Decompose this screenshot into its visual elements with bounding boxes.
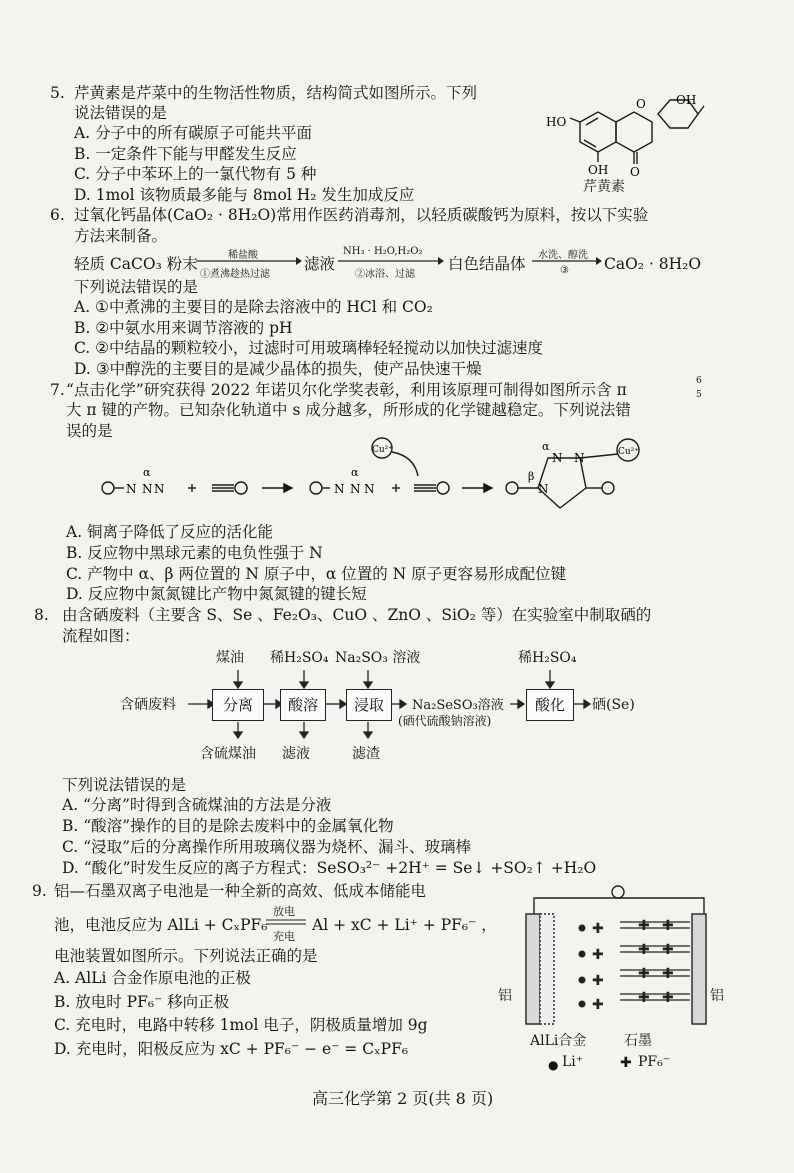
cu-ion-label-2: Cu²⁺: [618, 447, 640, 457]
q6-arrow2-top: NH₃ · H₂O,H₂O₂: [343, 246, 423, 257]
q8-output-residue: 滤渣: [352, 746, 380, 762]
apigenin-ho-label: HO: [546, 115, 567, 129]
svg-text:✚: ✚: [638, 966, 650, 982]
battery-diagram: [520, 884, 710, 1034]
q8-option-d: D. “酸化”时发生反应的离子方程式：SeSO₃²⁻ +2H⁺ = Se↓ +SO₂↑ +H₂O: [62, 859, 597, 877]
svg-text:✚: ✚: [638, 942, 650, 958]
q8-box-leach: 浸取: [346, 689, 392, 721]
q8-stem-line2: 流程如图：: [62, 627, 140, 645]
q8-lead: 下列说法错误的是: [62, 776, 187, 794]
q8-input-dilute-h2so4-1: 稀H₂SO₄: [270, 650, 329, 666]
q8-box-separate: 分离: [212, 689, 264, 721]
q7-option-a: A. 铜离子降低了反应的活化能: [66, 523, 274, 541]
svg-text:✚: ✚: [638, 990, 650, 1006]
q8-intermediate: Na₂SeSO₃溶液: [412, 698, 504, 713]
product-alpha-label: α: [542, 440, 550, 453]
q9-number: 9.: [32, 882, 47, 900]
q7-option-c: C. 产物中 α、β 两位置的 N 原子中，α 位置的 N 原子更容易形成配位键: [66, 565, 567, 583]
q8-intermediate-note: (硒代硫酸钠溶液): [398, 714, 492, 728]
q5-option-b: B. 一定条件下能与甲醛发生反应: [74, 145, 297, 163]
q5-number: 5.: [50, 84, 65, 102]
reactant-alpha-label: α: [143, 466, 151, 479]
q9-stem-line1: 铝—石墨双离子电池是一种全新的高效、低成本储能电: [54, 882, 427, 900]
page-footer: 高三化学第 2 页(共 8 页): [312, 1089, 494, 1108]
q7-stem-line3: 误的是: [66, 422, 113, 440]
q9-stem-line3: 电池装置如图所示。下列说法正确的是: [54, 947, 318, 965]
intermediate-azide-n2: N: [350, 482, 361, 496]
q5-option-d: D. 1mol 该物质最多能与 8mol H₂ 发生加成反应: [74, 186, 415, 204]
q8-box-acid-dissolve: 酸溶: [280, 689, 326, 721]
cu-ion-label-1: Cu²⁺: [372, 445, 394, 455]
q9-stem-line2a: 池，电池反应为 AlLi + CₓPF₆: [54, 916, 268, 934]
legend-li-icon: ●: [548, 1058, 559, 1072]
q9-arrow-charge: 充电: [273, 930, 295, 943]
intermediate-azide-n3: N: [364, 482, 375, 496]
reactant-azide-n3: N: [154, 482, 165, 496]
apigenin-structure: [540, 92, 710, 202]
product-n-alpha: N: [552, 451, 563, 465]
q8-output-filtrate: 滤液: [282, 746, 310, 762]
q6-arrow1-bottom: ①煮沸趁热过滤: [200, 269, 270, 280]
q8-option-b: B. “酸溶”操作的目的是除去废料中的金属氧化物: [62, 817, 394, 835]
svg-text:✚: ✚: [662, 966, 674, 982]
q9-arrow-discharge: 放电: [273, 905, 295, 918]
q6-stem-line1: 过氧化钙晶体(CaO₂ · 8H₂O)常用作医药消毒剂，以轻质碳酸钙为原料，按以下实验: [74, 206, 649, 224]
battery-graphite-label: 石墨: [624, 1033, 652, 1049]
intermediate-alpha-label: α: [351, 466, 359, 479]
svg-text:✚: ✚: [662, 990, 674, 1006]
q6-white-crystal: 白色结晶体: [448, 255, 526, 273]
svg-text:✚: ✚: [662, 942, 674, 958]
svg-text:✚: ✚: [662, 918, 674, 934]
q9-option-c: C. 充电时，电路中转移 1mol 电子，阴极质量增加 9g: [54, 1016, 428, 1034]
reactant-azide-n2: N: [142, 482, 153, 496]
svg-text:✚: ✚: [638, 918, 650, 934]
q8-start-material: 含硒废料: [120, 697, 176, 713]
q9-option-d: D. 充电时，阳极反应为 xC + PF₆⁻ − e⁻ = CₓPF₆: [54, 1040, 409, 1058]
apigenin-oh-label-top: OH: [676, 93, 697, 107]
q5-option-a: A. 分子中的所有碳原子可能共平面: [74, 124, 313, 142]
product-beta-label: β: [528, 470, 535, 483]
svg-text:✚: ✚: [592, 947, 604, 963]
q6-product: CaO₂ · 8H₂O: [604, 255, 702, 273]
q8-product: 硒(Se): [592, 697, 635, 713]
q6-lead: 下列说法错误的是: [74, 278, 199, 296]
q5-stem-line2: 说法错误的是: [74, 104, 168, 122]
q9-option-a: A. AlLi 合金作原电池的正极: [54, 969, 251, 987]
q6-arrow1-top: 稀盐酸: [228, 250, 258, 261]
q8-input-na2so3: Na₂SO₃ 溶液: [335, 650, 421, 666]
reactant-azide-n1: N: [126, 482, 137, 496]
svg-text:✚: ✚: [592, 997, 604, 1013]
battery-right-electrode-label: 铝: [710, 988, 724, 1004]
q9-stem-line2b: Al + xC + Li⁺ + PF₆⁻ ，: [312, 916, 497, 934]
product-n-beta: N: [538, 482, 549, 496]
q6-start-material: 轻质 CaCO₃ 粉末: [74, 255, 198, 273]
q7-stem-line2: 大 π 键的产物。已知杂化轨道中 s 成分越多，所形成的化学键越稳定。下列说法错: [66, 401, 631, 419]
q7-option-d: D. 反应物中氮氮键比产物中氮氮键的键长短: [66, 585, 367, 603]
q7-stem-line1: “点击化学”研究获得 2022 年诺贝尔化学奖表彰，利用该原理可制得如图所示含 π: [66, 381, 627, 399]
q6-option-d: D. ③中醇洗的主要目的是减少晶体的损失，使产品快速干燥: [74, 360, 482, 378]
q7-pi-subscript: 5: [696, 390, 702, 400]
click-reaction-scheme: [96, 436, 656, 522]
q8-box-acidify: 酸化: [526, 689, 574, 721]
svg-text:✚: ✚: [592, 973, 604, 989]
q8-input-dilute-h2so4-2: 稀H₂SO₄: [518, 650, 577, 666]
q8-number: 8.: [34, 606, 49, 624]
q6-arrow3-bottom: ③: [560, 265, 569, 276]
q6-stem-line2: 方法来制备。: [74, 227, 168, 245]
q6-number: 6.: [50, 206, 65, 224]
q8-input-kerosene: 煤油: [216, 650, 244, 666]
q6-filtrate: 滤液: [304, 255, 336, 273]
apigenin-ketone-o-label: O: [630, 165, 640, 179]
q9-option-b: B. 放电时 PF₆⁻ 移向正极: [54, 993, 230, 1011]
battery-alloy-label: AlLi合金: [530, 1033, 587, 1049]
apigenin-caption: 芹黄素: [583, 179, 625, 195]
q8-option-c: C. “浸取”后的分离操作所用玻璃仪器为烧杯、漏斗、玻璃棒: [62, 838, 472, 856]
product-n-right: N: [574, 451, 585, 465]
q9-reversible-arrow: [266, 917, 308, 927]
q5-option-c: C. 分子中苯环上的一氯代物有 5 种: [74, 165, 317, 183]
legend-pf6-label: PF₆⁻: [638, 1054, 671, 1070]
q6-option-c: C. ②中结晶的颗粒较小，过滤时可用玻璃棒轻轻搅动以加快过滤速度: [74, 339, 544, 357]
apigenin-oh-label-bottom: OH: [588, 163, 609, 177]
q6-option-a: A. ①中煮沸的主要目的是除去溶液中的 HCl 和 CO₂: [74, 298, 433, 316]
q8-stem-line1: 由含硒废料（主要含 S、Se 、Fe₂O₃、CuO 、ZnO 、SiO₂ 等）在实验室中制取硒的: [62, 606, 652, 624]
q8-option-a: A. “分离”时得到含硫煤油的方法是分液: [62, 796, 332, 814]
q6-arrow2-bottom: ②冰浴、过滤: [355, 269, 415, 280]
legend-li-label: Li⁺: [562, 1054, 584, 1070]
battery-left-electrode-label: 铝: [498, 988, 512, 1004]
q6-arrow3-top: 水洗、醇洗: [538, 250, 588, 261]
q5-stem-line1: 芹黄素是芹菜中的生物活性物质，结构简式如图所示。下列: [74, 84, 478, 102]
apigenin-ring-o-label: O: [636, 97, 646, 111]
q6-option-b: B. ②中氨水用来调节溶液的 pH: [74, 319, 293, 337]
q7-option-b: B. 反应物中黑球元素的电负性强于 N: [66, 544, 323, 562]
q7-pi-superscript: 6: [696, 376, 702, 386]
legend-pf6-icon: ✚: [620, 1055, 632, 1071]
intermediate-azide-n1: N: [334, 482, 345, 496]
svg-text:✚: ✚: [592, 921, 604, 937]
q7-number: 7.: [50, 381, 65, 399]
q8-output-sulfur-kerosene: 含硫煤油: [200, 746, 256, 762]
